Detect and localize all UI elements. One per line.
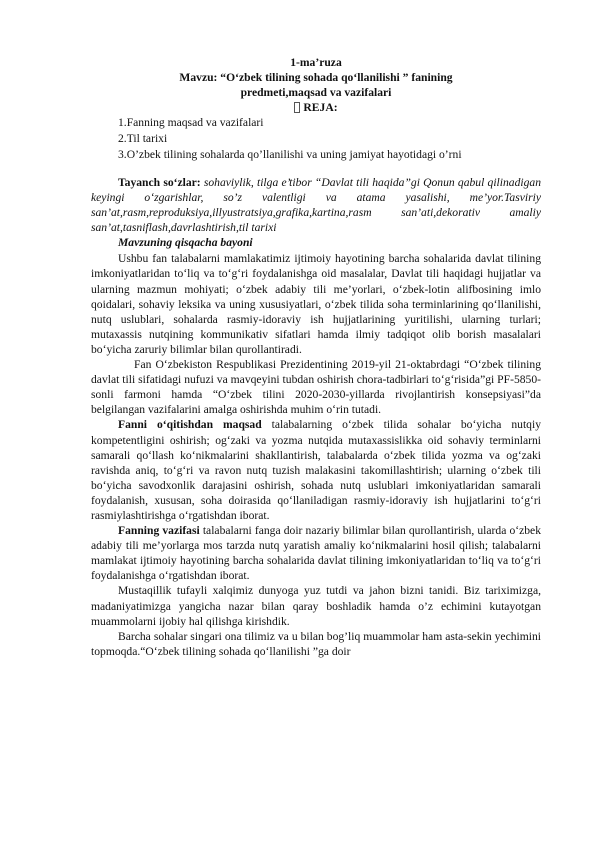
paragraph-6: Barcha sohalar singari ona tilimiz va u bilan bog’liq muammolar ham asta-sekin yechimini topmoqda.“O‘zbek tilining sohada qo‘llanilishi ”ga doir	[91, 629, 541, 658]
task-lead: Fanning vazifasi	[118, 524, 200, 538]
lecture-number: 1-ma’ruza	[290, 56, 342, 69]
paragraph-4	[91, 523, 541, 583]
plan-label: REJA:	[303, 101, 338, 114]
missing-glyph-icon	[294, 102, 300, 113]
topic-line-2: predmeti,maqsad va vazifalari	[240, 86, 392, 99]
paragraph-1: Ushbu fan talabalarni mamlakatimiz ijtimoiy hayotining barcha sohalarida davlat tilining imkoniyatlaridan to‘liq va to‘g‘ri foydalanishga oid masalalar, Davlat tili haqidagi hujjatlar va ularning mazmun mohiyati; o‘zbek adabiy tili me’yorlari, o‘zbek-lotin alifbosining imlo qoidalari, sohaviy leksika va uning xususiyatlari, o‘zbek tilida soha terminlarining qo‘llanilishi, nutq uslublari, sohalarda rasmiy-idoraviy ish hujjatlarining yuritilishi, ularning turlari; mutaxassis nutqining kommunikativ sifatlari hamda ilmiy tadqiqot olib borish masalalari bo‘yicha zaruriy bilimlar bilan qurollantiradi.	[91, 252, 541, 356]
keywords-label: Tayanch so‘zlar:	[118, 176, 201, 189]
task-text: talabalarni fanga doir nazariy bilimlar bilan qurollantirish, ularda o‘zbek adabiy tili me’yorlarga mos tarzda nutq yaratish amaliy ko‘nikmalarini hosil qilish; talabalarni mamlakat ijtimoiy hayotining barcha sohalarida davlat tilining imkoniyatlaridan to‘liq va to‘g‘ri foydalanishga o‘rgatishdan iborat.	[91, 524, 541, 583]
paragraph-3	[91, 417, 541, 523]
paragraph-5: Mustaqillik tufayli xalqimiz dunyoga yuz tutdi va jahon bizni tanidi. Biz tariximizga, madaniyatimizga yangicha nazar bilan qaray boshladik hamda o’z echimini kutayotgan muammolarni ijobiy hal qilishga kirishdik.	[91, 584, 541, 628]
summary-heading: Mavzuning qisqacha bayoni	[118, 236, 253, 250]
document-page	[91, 55, 541, 659]
paragraph-2: Fan O‘zbekiston Respublikasi Prezidentining 2019-yil 21-oktabrdagi “O‘zbek tilining davlat tili sifatidagi nufuzi va mavqeyini tubdan oshirish chora-tadbirlari to‘g‘risida”gi PF-5850-sonli farmoni hamda “O‘zbek tilini 2020-2030-yillarda rivojlantirish konsepsiyasi”da belgilangan vazifalarini amalga oshirishda muhim o‘rin tutadi.	[91, 358, 541, 417]
keywords-paragraph	[91, 175, 541, 235]
goal-lead: Fanni o‘qitishdan maqsad	[118, 418, 262, 432]
plan-item-2: 2.Til tarixi	[118, 132, 168, 145]
plan-heading	[91, 100, 541, 115]
keywords-text: sohaviylik, tilga e’tibor “Davlat tili haqida”gi Qonun qabul qilinadigan keyingi o‘zgarishlar, so’z valentligi va atama yasalishi, me’yor.Tasviriy san’at,rasm,reproduksiya,illyustratsiya,grafika,kartina,rasm san’ati,dekorativ amaliy san’at,tasniflash,davrlashtirish,til tarixi	[91, 176, 541, 235]
topic-line-1: Mavzu: “O‘zbek tilining sohada qo‘llanilishi ” fanining	[179, 71, 453, 84]
plan-item-1: 1.Fanning maqsad va vazifalari	[118, 116, 264, 129]
plan-item-3: 3.O’zbek tilining sohalarda qo’llanilishi va uning jamiyat hayotidagi o’rni	[118, 148, 462, 161]
goal-text: talabalarning o‘zbek tilida sohalar bo‘yicha nutqiy kompetentligini oshirish; og‘zaki va yozma nutqida mutaxassislikka oid sohaviy terminlarni samarali qo‘llash ko‘nikmalarini shakllantirish, talabalarda o‘zbek tilida yozma va og‘zaki ravishda aniq, to‘g‘ri va ravon nutq tuzish malakasini takomillashtirish; ularning o‘zbek tili bo‘yicha savodxonlik darajasini oshirish, sohada nutq uslublari imkoniyatlaridan samarali foydalanish, xususan, soha doirasida qo‘llaniladigan rasmiy-idoraviy ish hujjatlarini to‘g‘ri rasmiylashtirishga o‘rgatishdan iborat.	[91, 418, 542, 522]
